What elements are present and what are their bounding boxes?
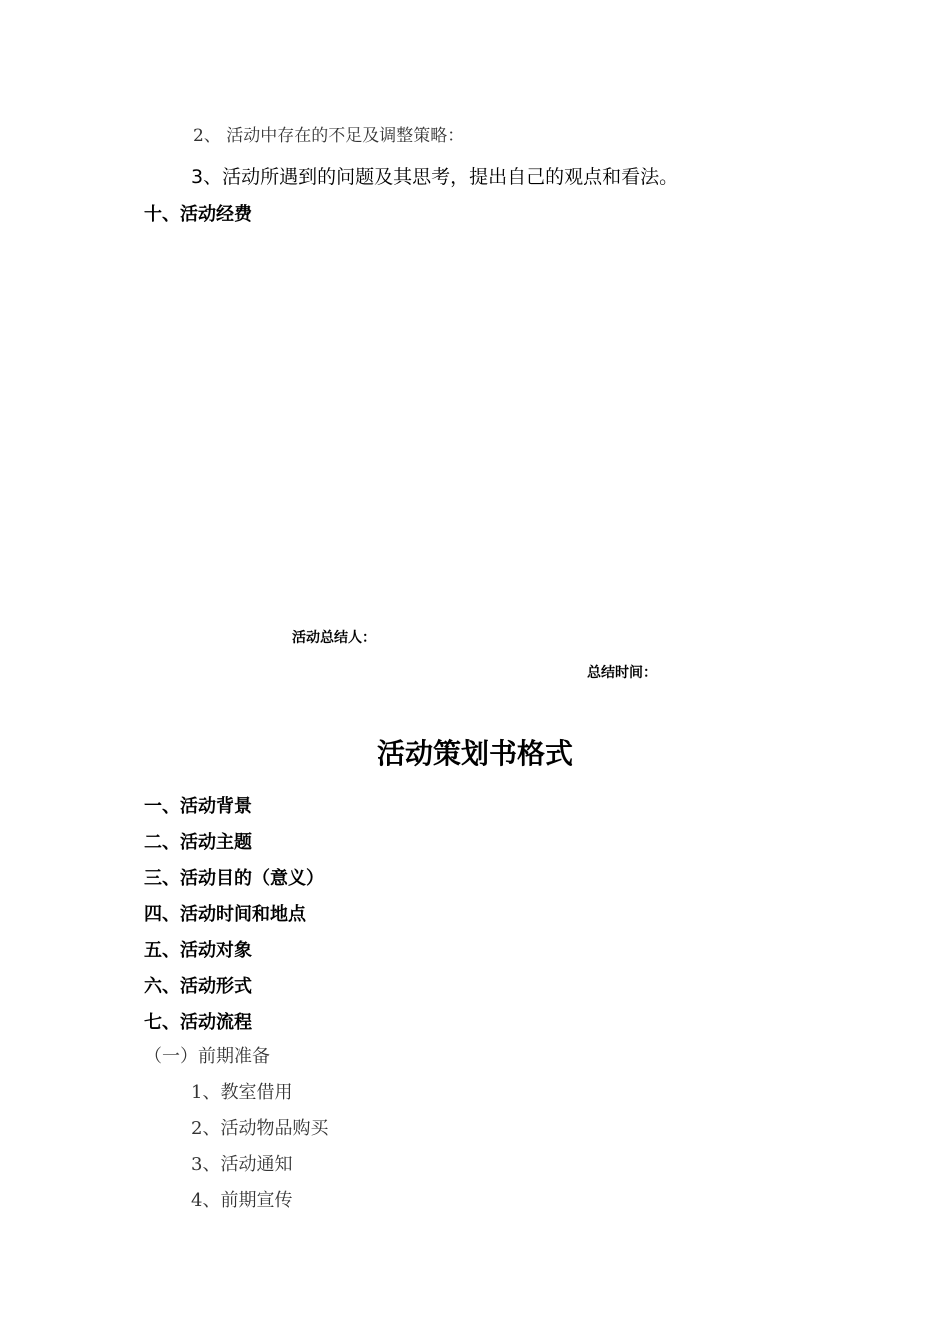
list-item: 4、前期宣传 xyxy=(191,1190,293,1211)
list-item: 2、活动物品购买 xyxy=(191,1118,329,1139)
text-item-2: 2、 活动中存在的不足及调整策略： xyxy=(193,126,465,146)
section-heading: 一、活动背景 xyxy=(144,796,252,817)
section-heading-funding: 十、活动经费 xyxy=(144,204,252,225)
document-title: 活动策划书格式 xyxy=(376,737,573,770)
text-item-3: 3、活动所遇到的问题及其思考，提出自己的观点和看法。 xyxy=(191,166,679,188)
list-item: 1、教室借用 xyxy=(191,1082,293,1103)
summary-time-label: 总结时间： xyxy=(587,665,657,681)
section-heading: 五、活动对象 xyxy=(144,940,252,961)
section-heading: 四、活动时间和地点 xyxy=(144,904,306,925)
section-heading: 三、活动目的（意义） xyxy=(144,868,324,889)
list-item: 3、活动通知 xyxy=(191,1154,293,1175)
section-heading: 七、活动流程 xyxy=(144,1012,252,1033)
section-heading: 六、活动形式 xyxy=(144,976,252,997)
section-heading: 二、活动主题 xyxy=(144,832,252,853)
subsection-heading: （一）前期准备 xyxy=(144,1046,270,1067)
summarizer-label: 活动总结人： xyxy=(292,630,376,646)
